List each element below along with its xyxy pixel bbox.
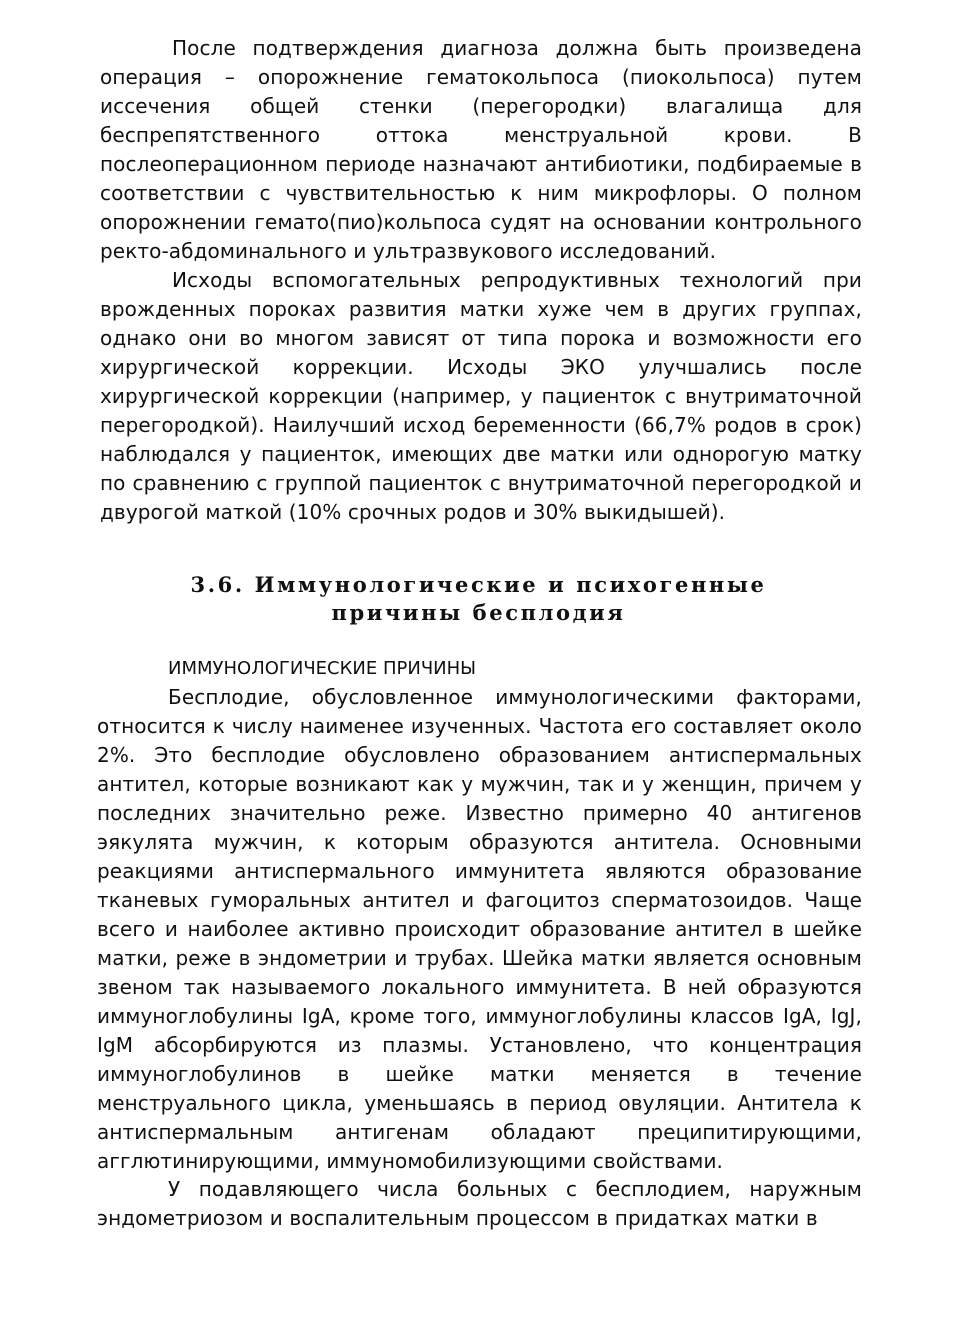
section-heading bbox=[0, 571, 957, 627]
paragraph-immunological-infertility: Бесплодие, обусловленное иммунологическими факторами, относится к числу наименее изученных. Частота его составляет около 2%. Это бесплодие обусловлено образованием антиспермальных антител, которые возникают как у мужчин, так и у женщин, причем у последних значительно реже. Известно примерно 40 антигенов эякулята мужчин, к которым образуются антитела. Основными реакциями антиспермального иммунитета являются образование тканевых гуморальных антител и фагоцитоз сперматозоидов. Чаще всего и наиболее активно происходит образование антител в шейке матки, реже в эндометрии и трубах. Шейка матки является основным звеном так называемого локального иммунитета. В ней образуются иммуноглобулины IgA, кроме того, иммуноглобулины классов IgA, IgJ, IgM абсорбируются из плазмы. Установлено, что концентрация иммуноглобулинов в шейке матки меняется в течение менструального цикла, уменьшаясь в период овуляции. Антитела к антиспермальным антигенам обладают преципитирующими, агглютинирующими, иммуномобилизующими свойствами. bbox=[97, 685, 862, 1173]
paragraph-art-outcomes: Исходы вспомогательных репродуктивных технологий при врожденных пороках развития матки хуже чем в других группах, однако они во многом зависят от типа порока и возможности его хирургической коррекции. Исходы ЭКО улучшались после хирургической коррекции (например, у пациенток с внутриматочной перегородкой). Наилучший исход беременности (66,7% родов в срок) наблюдался у пациенток, имеющих две матки или однорогую матку по сравнению с группой пациенток с внутриматочной перегородкой и двурогой маткой (10% срочных родов и 30% выкидышей). bbox=[100, 268, 862, 524]
paragraph-endometriosis-start: У подавляющего числа больных с бесплодием, наружным эндометриозом и воспалительным процессом в придатках матки в bbox=[97, 1177, 862, 1230]
subheading-immunological-causes: ИММУНОЛОГИЧЕСКИЕ ПРИЧИНЫ bbox=[168, 658, 477, 679]
section-heading-line-1: 3.6. Иммунологические и психогенные bbox=[190, 572, 767, 597]
paragraph-surgery-treatment: После подтверждения диагноза должна быть произведена операция – опорожнение гематокольпоса (пиокольпоса) путем иссечения общей стенки (перегородки) влагалища для беспрепятственного оттока менструальной крови. В послеоперационном периоде назначают антибиотики, подбираемые в соответствии с чувствительностью к ним микрофлоры. О полном опорожнении гемато(пио)кольпоса судят на основании контрольного ректо-абдоминального и ультразвукового исследований. bbox=[100, 36, 862, 263]
section-heading-line-2: причины бесплодия bbox=[331, 600, 626, 625]
